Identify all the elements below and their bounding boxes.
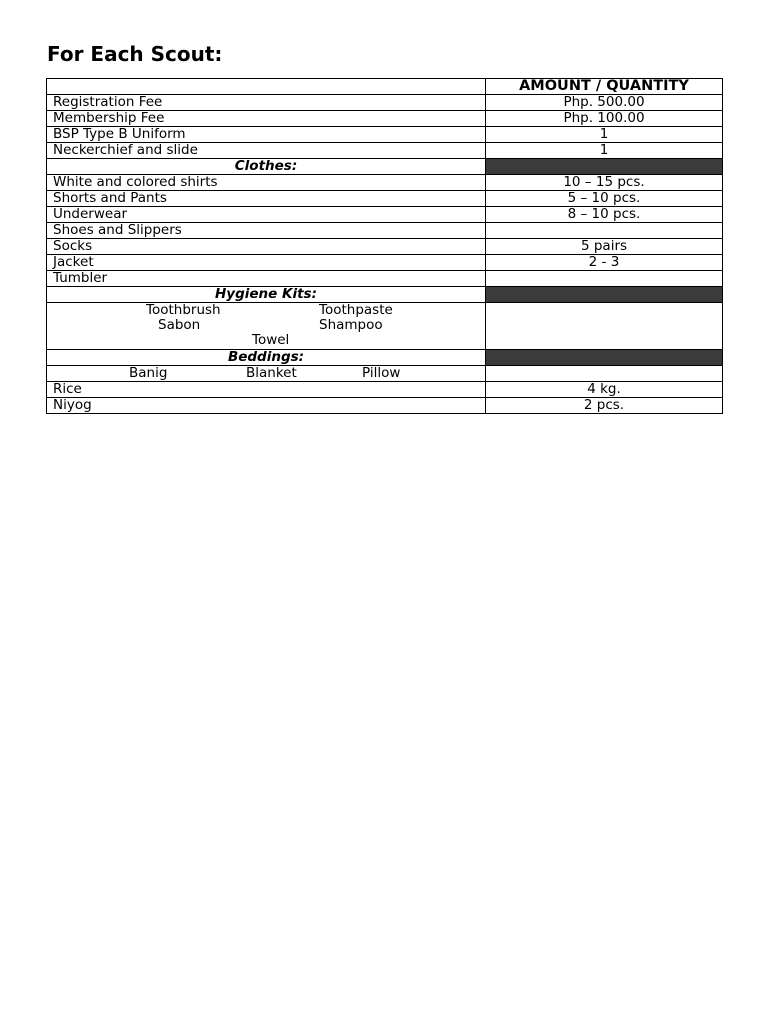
bedding-item: Blanket xyxy=(246,365,297,381)
amount-quantity-header: AMOUNT / QUANTITY xyxy=(486,79,723,95)
section-row-clothes xyxy=(47,159,723,175)
item-cell: Membership Fee xyxy=(47,111,486,127)
hygiene-item: Toothpaste xyxy=(319,302,393,318)
item-cell: Shoes and Slippers xyxy=(47,223,486,239)
qty-cell: 1 xyxy=(486,143,723,159)
hygiene-item: Sabon xyxy=(158,317,201,333)
item-header-cell xyxy=(47,79,486,95)
table-row xyxy=(47,223,723,239)
section-heading-clothes: Clothes: xyxy=(47,159,486,175)
qty-cell: Php. 500.00 xyxy=(486,95,723,111)
qty-cell: 1 xyxy=(486,127,723,143)
item-cell: Neckerchief and slide xyxy=(47,143,486,159)
table-row xyxy=(47,191,723,207)
table-row xyxy=(47,127,723,143)
item-cell: BSP Type B Uniform xyxy=(47,127,486,143)
table-row xyxy=(47,207,723,223)
table-row xyxy=(47,111,723,127)
qty-cell xyxy=(486,271,723,287)
table-row xyxy=(47,143,723,159)
item-cell: Jacket xyxy=(47,255,486,271)
qty-cell: 10 – 15 pcs. xyxy=(486,175,723,191)
bedding-item: Pillow xyxy=(362,365,401,381)
qty-cell xyxy=(486,223,723,239)
hygiene-item: Toothbrush xyxy=(146,302,221,318)
qty-cell: 5 – 10 pcs. xyxy=(486,191,723,207)
empty-qty-cell xyxy=(486,303,723,350)
item-cell: Rice xyxy=(47,382,486,398)
qty-cell: 5 pairs xyxy=(486,239,723,255)
section-row-hygiene xyxy=(47,287,723,303)
shaded-cell xyxy=(486,159,723,175)
hygiene-item: Shampoo xyxy=(319,317,383,333)
page-title: For Each Scout: xyxy=(47,42,223,66)
supplies-table xyxy=(46,78,723,414)
hygiene-items-cell xyxy=(47,303,486,350)
qty-cell: 8 – 10 pcs. xyxy=(486,207,723,223)
bedding-items-cell xyxy=(47,366,486,382)
qty-cell: 4 kg. xyxy=(486,382,723,398)
item-cell: Underwear xyxy=(47,207,486,223)
qty-cell: 2 - 3 xyxy=(486,255,723,271)
table-row xyxy=(47,239,723,255)
item-cell: Tumbler xyxy=(47,271,486,287)
shaded-cell xyxy=(486,350,723,366)
section-heading-hygiene: Hygiene Kits: xyxy=(47,287,486,303)
table-row xyxy=(47,175,723,191)
item-cell: Socks xyxy=(47,239,486,255)
table-row xyxy=(47,95,723,111)
table-row xyxy=(47,255,723,271)
item-cell: White and colored shirts xyxy=(47,175,486,191)
item-cell: Niyog xyxy=(47,398,486,414)
item-cell: Shorts and Pants xyxy=(47,191,486,207)
qty-cell: Php. 100.00 xyxy=(486,111,723,127)
bedding-item: Banig xyxy=(129,365,168,381)
table-row xyxy=(47,398,723,414)
empty-qty-cell xyxy=(486,366,723,382)
shaded-cell xyxy=(486,287,723,303)
section-row-beddings xyxy=(47,350,723,366)
hygiene-item: Towel xyxy=(252,332,290,348)
item-cell: Registration Fee xyxy=(47,95,486,111)
bedding-items-row xyxy=(47,366,723,382)
table-row xyxy=(47,271,723,287)
table-row xyxy=(47,382,723,398)
table-header-row xyxy=(47,79,723,95)
hygiene-items-row xyxy=(47,303,723,350)
qty-cell: 2 pcs. xyxy=(486,398,723,414)
section-heading-beddings: Beddings: xyxy=(47,350,486,366)
